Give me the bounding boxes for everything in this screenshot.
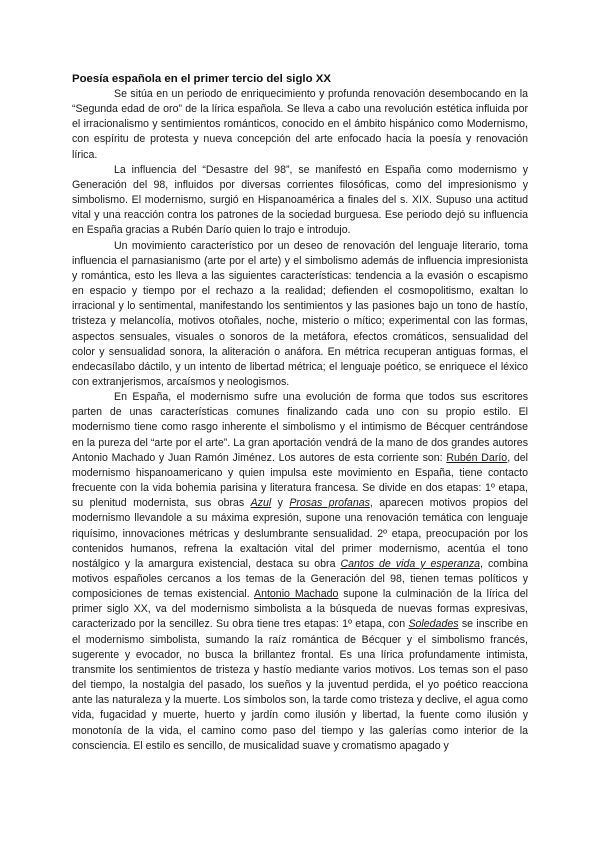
document-body xyxy=(72,71,528,754)
paragraph-characteristics: Un movimiento característico por un deseo de renovación del lenguaje literario, toma influencia el parnasianismo (arte por el arte) y el simbolismo además de influencia impresionista y romántica, esto les lleva a las siguientes características: tendencia a la evasión o escapismo en espacio y tiempo por el rechazo a la realidad; defienden el cosmopolitismo, exaltan lo irracional y lo sentimental, manifestando los sentimientos y las pasiones bajo un tono de hastío, tristeza y melancolía, motivos otoñales, noche, misterio o mítico; experimental con las formas, aspectos sensuales, visuales o sonoros de la metáfora, efectos cromáticos, sensualidad del color y sensualidad sonora, la aliteración o anáfora. En métrica recuperan antiguas formas, el endecasílabo dáctilo, y un intento de libertad métrica; el lenguaje poético, se enriquece el léxico con extranjerismos, arcaísmos y neologismos. xyxy=(72,239,528,388)
text-span: se inscribe en el modernismo simbolista, sumando la raíz romántica de Bécquer y el simbolismo francés, sugerente y evocador, no busca la brillantez frontal. Es una lírica profundamente intimista, transmite los sentimientos de tristeza y hastío mediante varios motivos. Los temas son el paso del tiempo, la nostalgia del pasado, los sueños y la juventud perdida, el yo poético reacciona ante las naturaleza y la muerte. Los símbolos son, la tarde como tristeza y declive, el agua como vida, fugacidad y muerte, huerto y jardín como ilusión y libertad, la fuente como ilusión y monotonía de la vida, el camino como paso del tiempo y las galerías como interior de la consciencia. El estilo es sencillo, de musicalidad suave y cromatismo apagado y xyxy=(72,618,528,752)
paragraph-desastre-98: La influencia del “Desastre del 98”, se manifestó en España como modernismo y Generación del 98, influidos por diversas corrientes filosóficas, como del impresionismo y simbolismo. El modernismo, surgió en Hispanoamérica a finales del s. XIX. Supuso una actitud vital y una reacción contra los patrones de la sociedad burguesa. Ese periodo dejó su influencia en España gracias a Rubén Darío quien lo trajo e introdujo. xyxy=(72,163,528,237)
work-title-prosas-profanas: Prosas profanas xyxy=(289,497,370,510)
text-span: En España, el modernismo sufre una evolución de forma que todos sus escritores parten de unas características comunes finalizando cada uno con su propio estilo. El modernismo tiene como rasgo inherente el simbolismo y el intimismo de Bécquer centrándose en la pureza del “arte por el arte”. La gran aportación vendrá de la mano de dos grandes autores Antonio Machado y Juan Ramón Jiménez. Los autores de esta corriente son: xyxy=(72,391,528,464)
text-span: y xyxy=(271,497,290,510)
text-span: supone la culminación de la lírica del primer siglo XX, va del modernismo simbolista a la búsqueda de nuevas formas expresivas, caracterizado por la sencillez. Su obra tiene tres etapas: 1º etapa, con xyxy=(72,588,528,631)
work-title-soledades: Soledades xyxy=(408,618,459,631)
text-span: , aparecen motivos propios del modernismo llevandole a su máxima expresión, supone una renovación temática con lenguaje riquísimo, innovaciones métricas y deslumbrante sensualidad. 2º etapa, preocupación por los contenidos humanos, refrena la exaltación vital del primer modernismo, acentúa el tono nostálgico y la amargura existencial, destaca su obra xyxy=(72,497,528,570)
paragraph-modernismo-spain xyxy=(72,390,528,754)
paragraph-intro: Se sitúa en un periodo de enriquecimiento y profunda renovación desembocando en la “Segunda edad de oro” de la lírica española. Se lleva a cabo una revolución estética influida por el irracionalismo y sentimientos románticos, conocido en el ámbito hispánico como Modernismo, con espíritu de protesta y nueva concepción del arte enfocado hacia la poesía y renovación lírica. xyxy=(72,88,528,161)
work-title-azul: Azul xyxy=(250,497,272,510)
author-ruben-dario: Rubén Darío xyxy=(446,451,508,464)
author-antonio-machado: Antonio Machado xyxy=(254,588,339,601)
document-title: Poesía española en el primer tercio del siglo XX xyxy=(72,73,331,85)
text-span: , combina motivos españoles cercanos a los temas de la Generación del 98, tienen temas políticos y composiciones de temas existencial. xyxy=(72,557,528,601)
text-span: , del modernismo hispanoamericano y quien impulsa este movimiento en España, tiene contacto frecuente con la vida bohemia parisina y literatura francesa. Se divide en dos etapas: 1º etapa, su plenitud modernista, sus obras xyxy=(72,451,528,510)
work-title-cantos-de-vida: Cantos de vida y esperanza xyxy=(340,557,481,570)
